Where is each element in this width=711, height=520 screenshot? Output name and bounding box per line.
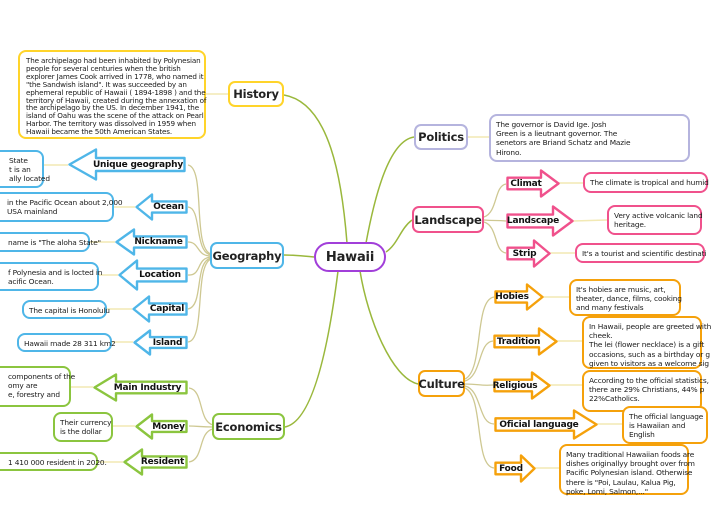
note-climat[interactable]: The climate is tropical and humid [583,172,708,193]
keyword-unique-geography[interactable]: Unique geography [68,148,186,181]
note-oficial-language[interactable]: The official language is Hawaiian and English [622,406,708,444]
node-economics[interactable] [212,413,285,440]
keyword-capital[interactable]: Capital [132,295,188,323]
node-landscape[interactable] [412,206,484,233]
keyword-strip[interactable]: Strip [506,239,551,268]
keyword-location[interactable]: Location [118,259,188,291]
note-food[interactable]: Many traditional Hawaiian foods are dishes originallyy brought over from Pacific Polynesian island. Otherwise there is "Poi, Laulau, Kalua Pig, poke, Lomi, Salmon,..." [559,444,689,495]
keyword-climat[interactable]: Climat [506,169,560,198]
keyword-island[interactable]: Island [133,329,188,356]
note-capital[interactable]: The capital is Honolulu [22,300,107,319]
node-politics-label: Politics [418,130,464,144]
node-geography-label: Geography [212,248,282,263]
node-landscape-label: Landscape [414,212,482,227]
note-nickname[interactable]: name is "The aloha State" [0,232,90,252]
node-economics-label: Economics [215,419,282,434]
node-history-label: History [233,87,279,101]
note-strip[interactable]: It's a tourist and scientific destinati [575,243,705,263]
keyword-oficial-language[interactable]: Oficial language [494,409,598,440]
node-politics[interactable] [414,124,468,150]
note-tradition[interactable]: In Hawaii, people are greeted with cheek. The lei (flower necklace) is a gift occasions, such as a birthday or g given to visitors as a welcome sig [582,316,702,369]
keyword-nickname[interactable]: Nickname [115,228,188,256]
center-node-label: Hawaii [325,249,375,265]
keyword-religious[interactable]: Religious [493,371,551,400]
center-node-hawaii[interactable] [314,242,386,272]
note-history[interactable]: The archipelago had been inhabited by Polynesian people for several centuries when the british explorer James Cook arrived in 1778, who named it "the Sandwish island". It was succeeded by an ephemeral republic of Hawaii ( 1894-1898 ) and the territory of Hawaii, created during the annexation of the archipelago by the US. In december 1941, the island of Oahu was the scene of the attack on Pearl Harbor. The territory was dissolved in 1959 when Hawaii became the 50th American States. [18,50,206,139]
node-history[interactable] [228,81,284,107]
keyword-landscape[interactable]: Landscape [506,205,574,237]
note-religious[interactable]: According to the official statistics, there are 29% Christians, 44% p 22%Catholics. [582,370,702,412]
keyword-food[interactable]: Food [494,454,536,483]
note-politics[interactable]: The governor is David Ige. Josh Green is a lieutnant governor. The senetors are Briand Schatz and Mazie Hirono. [489,114,690,162]
node-geography[interactable] [210,242,284,269]
note-ocean[interactable]: in the Pacific Ocean about 2,000 USA mainland [0,192,114,222]
keyword-tradition[interactable]: Tradition [493,327,558,356]
keyword-money[interactable]: Money [135,413,188,440]
note-resident[interactable]: 1 410 000 resident in 2020. [0,452,98,471]
note-hobies[interactable]: It's hobies are music, art, theater, dance, films, cooking and many festivals [569,279,681,316]
note-location[interactable]: f Polynesia and is locted in acific Ocean. [0,262,99,291]
note-money[interactable]: Their currency is the dollar [53,412,113,442]
note-island[interactable]: Hawaii made 28 311 km2 [17,333,112,352]
note-unique-geography[interactable]: State t is an ally located [0,150,44,188]
keyword-hobies[interactable]: Hobies [494,283,544,311]
keyword-ocean[interactable]: Ocean [135,193,188,221]
keyword-main-industry[interactable]: Main Industry [93,373,188,402]
note-landscape[interactable]: Very active volcanic land heritage. [607,205,702,235]
keyword-resident[interactable]: Resident [123,448,188,476]
note-main-industry[interactable]: components of the omy are e, forestry and [0,366,71,407]
node-culture[interactable] [418,370,465,397]
node-culture-label: Culture [418,376,465,391]
